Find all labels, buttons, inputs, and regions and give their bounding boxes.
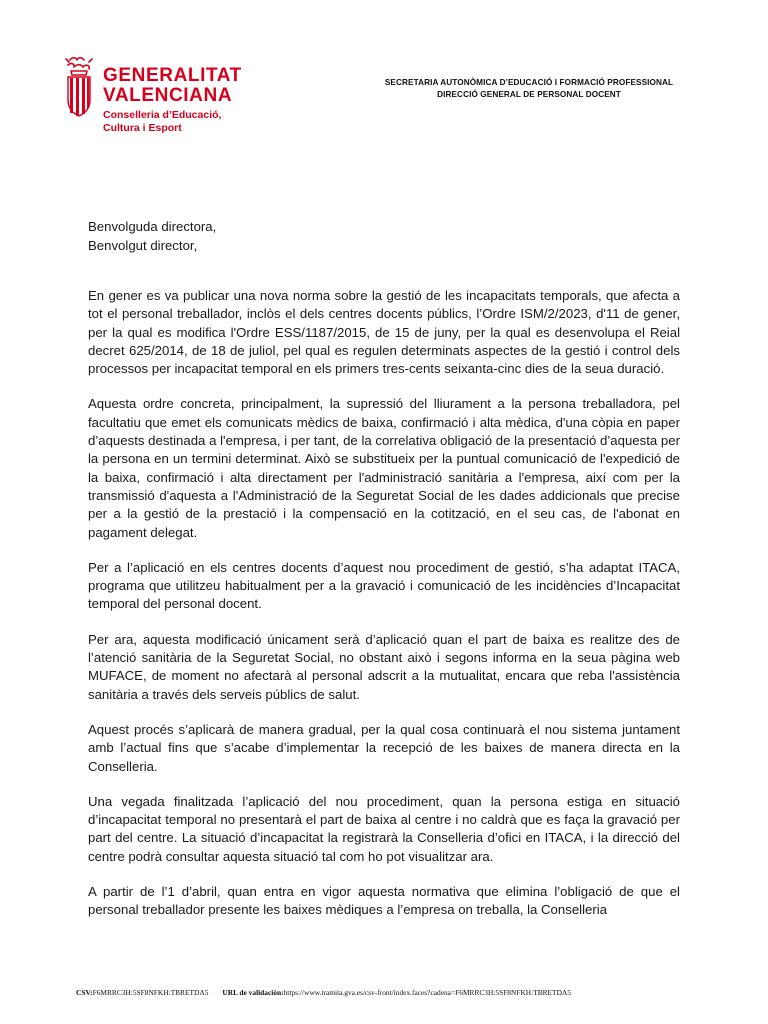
validation-url[interactable]: https://www.tramita.gva.es/csv-front/index.faces?cadena=F6MRRC3H:5SF8NFKH:TBRETDA5 [283, 988, 571, 997]
csv-value: F6MRRC3H:5SF8NFKH:TBRETDA5 [92, 988, 209, 997]
url-label: URL de validación: [222, 988, 284, 997]
paragraph-1: En gener es va publicar una nova norma sobre la gestió de les incapacitats temporals, que afecta a tot el personal treballador, inclòs el dels centres docents públics, l’Ordre ISM/2/2023, d'11 de gener, per la qual es modifica l'Ordre ESS/1187/2015, de 15 de juny, per la qual es desenvolupa el Reial decret 625/2014, de 18 de juliol, pel qual es regulen determinats aspectes de la gestió i control dels processos per incapacitat temporal en els primers tres-cents seixanta-cinc dies de la seua duració. [88, 288, 680, 377]
csv-label: CSV: [76, 988, 93, 997]
paragraph-7: A partir de l’1 d’abril, quan entra en vigor aquesta normativa que elimina l’obligació de que el personal treballador presente les baixes mèdiques a l’empresa on treballa, la Conselleria [88, 884, 680, 918]
issuing-department [300, 77, 758, 101]
salutation [88, 217, 216, 255]
paragraph-5: Aquest procés s’aplicarà de manera gradual, per la qual cosa continuarà el nou sistema juntament amb l’actual fins que s’acabe d’implementar la recepció de les baixes de manera directa en la Conselleria. [88, 721, 680, 774]
paragraph-2: Aquesta ordre concreta, principalment, la supressió del lliurament a la persona treballadora, pel facultatiu que emet els comunicats mèdics de baixa, confirmació i alta mèdica, d'una còpia en paper d’aquests destinada a l'empresa, i per tant, de la correlativa obligació de la presentació d’aquesta per la persona en un termini determinat. Això se substitueix per la puntual comunicació de l'expedició de la baixa, confirmació i alta directament per l'administració sanitària a l'empresa, així com per la transmissió d'aquesta a l'Administració de la Seguretat Social de les dades addicionals que precise per a la gestió de la prestació i la compensació en la cotització, en el seu cas, de l'abonat en pagament delegat. [88, 396, 680, 540]
paragraph-6: Una vegada finalitzada l’aplicació del nou procediment, quan la persona estiga en situació d’incapacitat temporal no presentarà el part de baixa al centre i no caldrà que es faça la gravació per part del centre. La situació d’incapacitat la registrarà la Conselleria d’ofici en ITACA, i la direcció del centre podrà consultar aquesta situació tal com ho pot visualitzar ara. [88, 793, 680, 864]
department-line1: SECRETARIA AUTONÒMICA D’EDUCACIÓ I FORMACIÓ PROFESSIONAL [384, 78, 674, 87]
coat-of-arms-icon [62, 56, 96, 118]
salutation-line1: Benvolguda directora, [88, 219, 217, 234]
logo-dept-line2: Cultura i Esport [103, 122, 182, 134]
logo-name-line1: GENERALITAT [103, 65, 242, 86]
department-line2: DIRECCIÓ GENERAL DE PERSONAL DOCENT [437, 90, 621, 99]
paragraph-3: Per a l’aplicació en els centres docents d’aquest nou procediment de gestió, s’ha adaptat ITACA, programa que utilitzeu habitualment per a la gravació i comunicació de les incidències d’Incapacitat temporal del personal docent. [88, 559, 680, 612]
salutation-line2: Benvolgut director, [88, 238, 198, 253]
generalitat-logo [62, 56, 262, 146]
letter-body [88, 287, 680, 937]
validation-footer [76, 988, 756, 998]
logo-name-line2: VALENCIANA [103, 85, 233, 106]
logo-dept-line1: Conselleria d’Educació, [103, 109, 222, 121]
paragraph-4: Per ara, aquesta modificació únicament serà d’aplicació quan el part de baixa es realitze des de l’atenció sanitària de la Seguretat Social, no obstant això i segons informa en la seua pàgina web MUFACE, de moment no afectarà al personal adscrit a la mutualitat, encara que reba l'assistència sanitària a través dels serveis públics de salut. [88, 631, 680, 702]
